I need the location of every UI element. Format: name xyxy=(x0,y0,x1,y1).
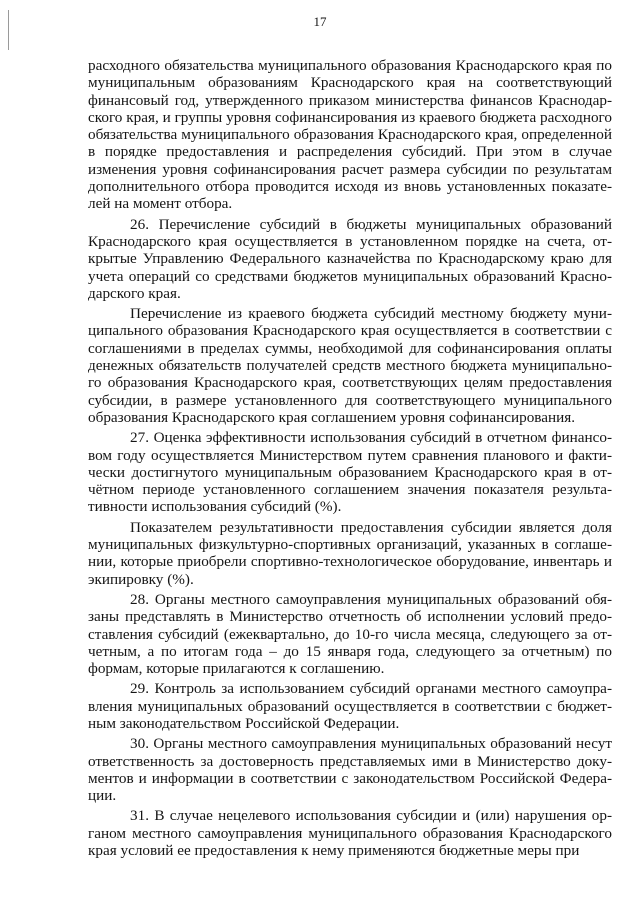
paragraph-indicator: Показателем результативности предоставления субсидии является доля муниципальных физкультурно-спортивных организаций, указанных в соглашении, которые приобрели спортивно-технологическое оборудование, инвентарь и экипировку (%). xyxy=(88,518,612,588)
paragraph-transfer: Перечисление из краевого бюджета субсидий местному бюджету муниципального образования Краснодарского края осуществляется в соответствии с соглашениями в пределах суммы, необходимой для софинансирования оплаты денежных обязательств получателей средств местного бюджета муниципального образования Краснодарского края, соответствующих целям предоставления субсидии, в размере установленного для соответствующего муниципального образования Краснодарского края соглашением уровня софинансирования. xyxy=(88,305,612,426)
paragraph-item-29: 29. Контроль за использованием субсидий органами местного самоуправления муниципальных образований осуществляется в соответствии с бюджетным законодательством Российской Федерации. xyxy=(88,680,612,732)
paragraph-item-30: 30. Органы местного самоуправления муниципальных образований несут ответственность за достоверность представляемых ими в Министерство документов и информации в соответствии с законодательством Российской Федерации. xyxy=(88,735,612,805)
paragraph-item-27: 27. Оценка эффективности использования субсидий в отчетном финансовом году осуществляется Министерством путем сравнения планового и фактически достигнутого муниципальным образованием Краснодарского края в отчётном периоде установленного соглашением значения показателя результативности использования субсидий (%). xyxy=(88,429,612,516)
document-body xyxy=(88,57,612,862)
page-number: 17 xyxy=(313,14,327,29)
paragraph-item-31: 31. В случае нецелевого использования субсидии и (или) нарушения органом местного самоуправления муниципального образования Краснодарского края условий ее предоставления к нему применяются бюджетные меры при xyxy=(88,807,612,860)
paragraph-item-26: 26. Перечисление субсидий в бюджеты муниципальных образований Краснодарского края осуществляется в установленном порядке на счета, открытые Управлению Федерального казначейства по Краснодарскому краю для учета операций со средствами бюджетов муниципальных образований Краснодарского края. xyxy=(88,215,612,302)
paragraph-continuation: расходного обязательства муниципального образования Краснодарского края по муниципальным образованиям Краснодарского края на соответствующий финансовый год, утвержденного приказом министерства финансов Краснодарского края, и группы уровня софинансирования из краевого бюджета расходного обязательства муниципального образования Краснодарского края, определенной в порядке предоставления и распределения субсидий. При этом в случае изменения уровня софинансирования расчет размера субсидии по результатам дополнительного отбора проводится исходя из вновь установленных показателей на момент отбора. xyxy=(88,57,612,213)
paragraph-item-28: 28. Органы местного самоуправления муниципальных образований обязаны представлять в Министерство отчетность об исполнении условий предоставления субсидий (ежеквартально, до 10-го числа месяца, следующего за отчетным, а по итогам года – до 15 января года, следующего за отчетным) по формам, которые прилагаются к соглашению. xyxy=(88,590,612,678)
